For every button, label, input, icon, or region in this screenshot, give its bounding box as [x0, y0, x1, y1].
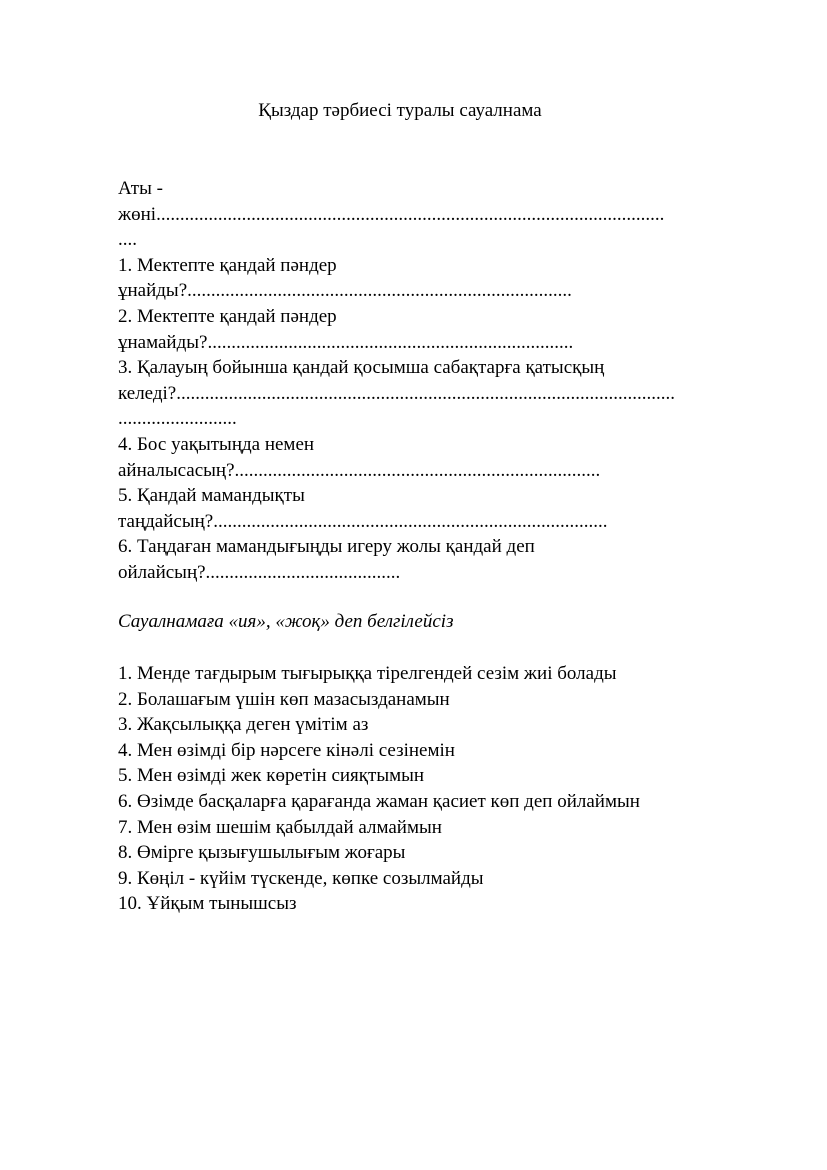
question-4: 4. Бос уақытыңда немен: [118, 433, 315, 455]
statement-item: 8. Өмірге қызығушылығым жоғары: [118, 842, 406, 864]
instruction-text: Сауалнамаға «ия», «жоқ» деп белгілейсіз: [118, 611, 454, 632]
question-3-answer-cont: .........................: [118, 408, 237, 430]
question-2-answer: ұнамайды?.............................................................................: [118, 331, 574, 353]
name-line-dots-cont: ....: [118, 229, 137, 251]
statement-item: 6. Өзімде басқаларға қарағанда жаман қасиет көп деп ойлаймын: [118, 790, 640, 812]
statement-item: 3. Жақсылыққа деген үмітім аз: [118, 714, 369, 736]
statement-item: 4. Мен өзімді бір нәрсеге кінәлі сезінемін: [118, 739, 455, 761]
question-2: 2. Мектепте қандай пәндер: [118, 305, 337, 327]
statement-item: 5. Мен өзімді жек көретін сияқтымын: [118, 765, 425, 787]
question-6-answer: ойлайсың?.........................................: [118, 561, 401, 583]
statement-item: 9. Көңіл - күйім түскенде, көпке созылмайды: [118, 867, 484, 889]
name-line-label: Аты -: [118, 178, 163, 199]
question-1-answer: ұнайды?.................................................................................: [118, 280, 572, 302]
statement-item: 10. Ұйқым тынышсыз: [118, 893, 297, 915]
statement-item: 2. Болашағым үшін көп мазасызданамын: [118, 688, 450, 710]
question-1: 1. Мектепте қандай пәндер: [118, 254, 337, 276]
name-line-dots: жөні...........................................................................................................: [118, 203, 665, 225]
document-title: Қыздар тәрбиесі туралы сауалнама: [258, 100, 542, 121]
questionnaire-open-questions: [118, 176, 768, 586]
question-6: 6. Таңдаған мамандығыңды игеру жолы қандай деп: [118, 536, 535, 558]
statement-list: [118, 661, 768, 917]
statement-item: 1. Менде тағдырым тығырыққа тірелгендей сезім жиі болады: [118, 663, 617, 684]
question-5-answer: таңдайсың?...................................................................................: [118, 510, 608, 532]
question-5: 5. Қандай мамандықты: [118, 485, 305, 507]
question-4-answer: айналысасың?.............................................................................: [118, 459, 601, 481]
question-3: 3. Қалауың бойынша қандай қосымша сабақтарға қатысқың: [118, 357, 605, 379]
statement-item: 7. Мен өзім шешім қабылдай алмаймын: [118, 816, 442, 838]
question-3-answer: келеді?.........................................................................................................: [118, 382, 675, 404]
